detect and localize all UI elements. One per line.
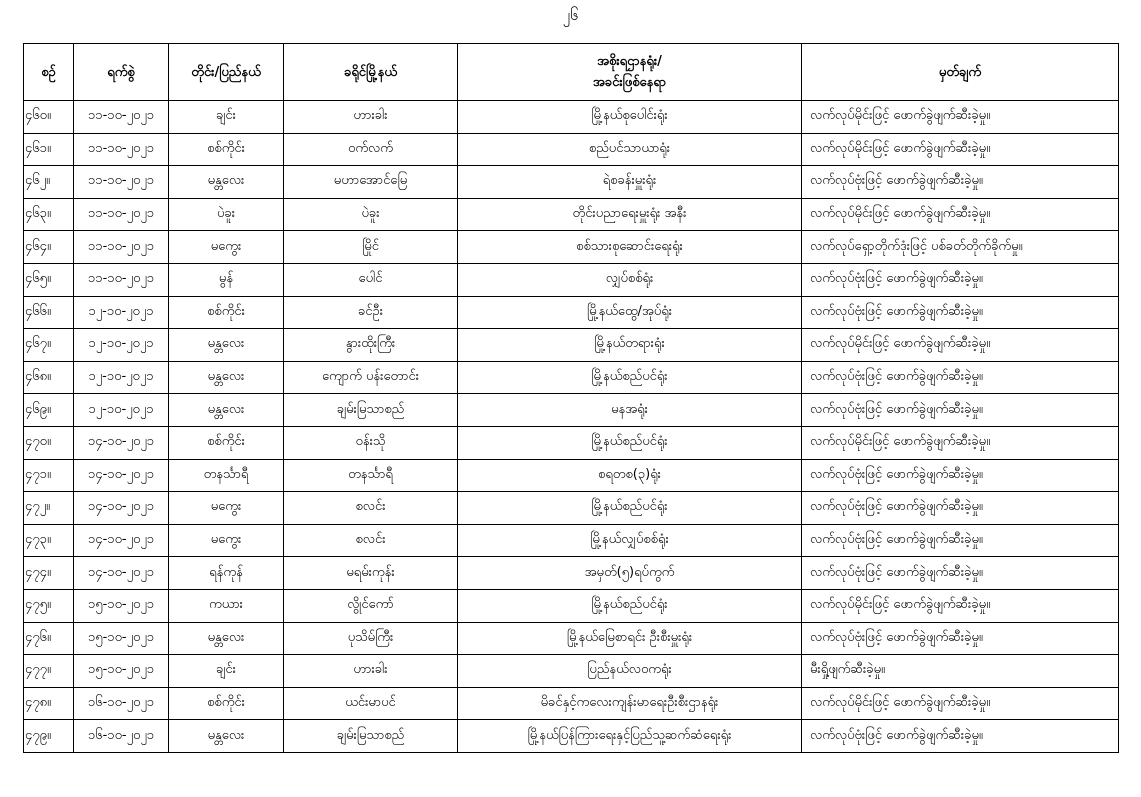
cell-region: စစ်ကိုင်း <box>169 296 284 329</box>
cell-office: မြို့နယ်စည်ပင်ရုံး <box>458 426 802 459</box>
table-row <box>24 557 1119 590</box>
table-row <box>24 198 1119 231</box>
cell-office: မြို့နယ်စည်ပင်ရုံး <box>458 361 802 394</box>
cell-date: ၁၅-၁၀-၂၀၂၁ <box>74 622 169 655</box>
table-row <box>24 426 1119 459</box>
cell-district: နွားထိုးကြီး <box>284 329 458 362</box>
table-row <box>24 133 1119 166</box>
cell-region: မန္တလေး <box>169 166 284 199</box>
cell-region: မွန် <box>169 263 284 296</box>
table-row <box>24 231 1119 264</box>
cell-no: ၄၇၀။ <box>24 426 74 459</box>
cell-date: ၁၄-၁၀-၂၀၂၁ <box>74 524 169 557</box>
cell-date: ၁၁-၁၀-၂၀၂၁ <box>74 263 169 296</box>
cell-district: ချမ်းမြသာစည် <box>284 394 458 427</box>
header-office <box>458 44 802 101</box>
cell-region: စစ်ကိုင်း <box>169 133 284 166</box>
table-row <box>24 492 1119 525</box>
cell-district: ချမ်းမြသာစည် <box>284 720 458 753</box>
header-office-line2: အခင်းဖြစ်နေရာ <box>592 75 667 90</box>
cell-date: ၁၄-၁၀-၂၀၂၁ <box>74 426 169 459</box>
cell-region: ရန်ကုန် <box>169 557 284 590</box>
table-row <box>24 459 1119 492</box>
cell-date: ၁၄-၁၀-၂၀၂၁ <box>74 459 169 492</box>
cell-date: ၁၁-၁၀-၂၀၂၁ <box>74 198 169 231</box>
cell-date: ၁၁-၁၀-၂၀၂၁ <box>74 231 169 264</box>
cell-remark: လက်လုပ်ဗုံးဖြင့် ဖောက်ခွဲဖျက်ဆီးခဲ့မှု။ <box>802 296 1119 329</box>
cell-remark: လက်လုပ်ဗုံးဖြင့် ဖောက်ခွဲဖျက်ဆီးခဲ့မှု။ <box>802 557 1119 590</box>
cell-no: ၄၇၄။ <box>24 557 74 590</box>
cell-no: ၄၇၃။ <box>24 524 74 557</box>
cell-date: ၁၂-၁၀-၂၀၂၁ <box>74 361 169 394</box>
header-remark: မှတ်ချက် <box>802 44 1119 101</box>
cell-remark: လက်လုပ်မိုင်းဖြင့် ဖောက်ခွဲဖျက်ဆီးခဲ့မှု။ <box>802 426 1119 459</box>
cell-district: ပဲခူး <box>284 198 458 231</box>
cell-no: ၄၆၉။ <box>24 394 74 427</box>
cell-date: ၁၁-၁၀-၂၀၂၁ <box>74 101 169 134</box>
cell-remark: မီးရှို့ဖျက်ဆီးခဲ့မှု။ <box>802 655 1119 688</box>
cell-remark: လက်လုပ်ဗုံးဖြင့် ဖောက်ခွဲဖျက်ဆီးခဲ့မှု။ <box>802 622 1119 655</box>
cell-district: ပုသိမ်ကြီး <box>284 622 458 655</box>
table-header-row <box>24 44 1119 101</box>
cell-remark: လက်လုပ်မိုင်းဖြင့် ဖောက်ခွဲဖျက်ဆီးခဲ့မှု။ <box>802 198 1119 231</box>
cell-date: ၁၁-၁၀-၂၀၂၁ <box>74 166 169 199</box>
table-row <box>24 655 1119 688</box>
cell-date: ၁၂-၁၀-၂၀၂၁ <box>74 394 169 427</box>
cell-district: လွိုင်ကော် <box>284 589 458 622</box>
cell-region: တနင်္သာရီ <box>169 459 284 492</box>
cell-region: မန္တလေး <box>169 622 284 655</box>
cell-office: မြို့နယ်ပြန်ကြားရေးနှင့်ပြည်သူ့ဆက်ဆံရေးရုံး <box>458 720 802 753</box>
cell-remark: လက်လုပ်ဗုံးဖြင့် ဖောက်ခွဲဖျက်ဆီးခဲ့မှု။ <box>802 524 1119 557</box>
table-row <box>24 524 1119 557</box>
cell-region: မန္တလေး <box>169 361 284 394</box>
cell-no: ၄၆၇။ <box>24 329 74 362</box>
header-date: ရက်စွဲ <box>74 44 169 101</box>
cell-date: ၁၅-၁၀-၂၀၂၁ <box>74 589 169 622</box>
cell-no: ၄၇၉။ <box>24 720 74 753</box>
cell-district: တနင်္သာရီ <box>284 459 458 492</box>
cell-region: ချင်း <box>169 655 284 688</box>
table-row <box>24 296 1119 329</box>
cell-no: ၄၇၈။ <box>24 687 74 720</box>
cell-date: ၁၄-၁၀-၂၀၂၁ <box>74 557 169 590</box>
cell-district: မြိုင် <box>284 231 458 264</box>
cell-date: ၁၅-၁၀-၂၀၂၁ <box>74 655 169 688</box>
cell-office: မိခင်နှင့်ကလေးကျန်းမာရေးဦးစီးဌာနရုံး <box>458 687 802 720</box>
cell-region: စစ်ကိုင်း <box>169 426 284 459</box>
cell-remark: လက်လုပ်မိုင်းဖြင့် ဖောက်ခွဲဖျက်ဆီးခဲ့မှု။ <box>802 101 1119 134</box>
cell-date: ၁၁-၁၀-၂၀၂၁ <box>74 133 169 166</box>
cell-district: ခင်ဦး <box>284 296 458 329</box>
cell-district: မရမ်းကုန်း <box>284 557 458 590</box>
cell-no: ၄၆၀။ <box>24 101 74 134</box>
cell-region: မကွေး <box>169 524 284 557</box>
cell-no: ၄၇၆။ <box>24 622 74 655</box>
cell-region: စစ်ကိုင်း <box>169 687 284 720</box>
cell-office: မြို့နယ်တရားရုံး <box>458 329 802 362</box>
header-office-line1: အစိုးရဌာနရုံး/ <box>597 54 662 69</box>
cell-district: စလင်း <box>284 524 458 557</box>
cell-remark: လက်လုပ်မိုင်းဖြင့် ဖောက်ခွဲဖျက်ဆီးခဲ့မှု။ <box>802 133 1119 166</box>
cell-region: မန္တလေး <box>169 720 284 753</box>
table-row <box>24 101 1119 134</box>
table-row <box>24 329 1119 362</box>
page-number: ၂၆ <box>562 6 579 24</box>
table-body <box>24 101 1119 753</box>
cell-region: မကွေး <box>169 492 284 525</box>
cell-date: ၁၂-၁၀-၂၀၂၁ <box>74 329 169 362</box>
cell-no: ၄၆၂။ <box>24 166 74 199</box>
cell-office: ရဲစခန်းမှူးရုံး <box>458 166 802 199</box>
cell-no: ၄၇၅။ <box>24 589 74 622</box>
cell-date: ၁၄-၁၀-၂၀၂၁ <box>74 492 169 525</box>
header-no: စဉ် <box>24 44 74 101</box>
cell-office: မြို့နယ်စည်ပင်ရုံး <box>458 589 802 622</box>
cell-district: ပေါင် <box>284 263 458 296</box>
cell-date: ၁၂-၁၀-၂၀၂၁ <box>74 296 169 329</box>
cell-remark: လက်လုပ်မိုင်းဖြင့် ဖောက်ခွဲဖျက်ဆီးခဲ့မှု။ <box>802 687 1119 720</box>
cell-office: စရတစ(၃)ရုံး <box>458 459 802 492</box>
cell-date: ၁၆-၁၀-၂၀၂၁ <box>74 687 169 720</box>
cell-remark: လက်လုပ်ဗုံးဖြင့် ဖောက်ခွဲဖျက်ဆီးခဲ့မှု။ <box>802 492 1119 525</box>
cell-office: စည်ပင်သာယာရုံး <box>458 133 802 166</box>
cell-region: ကယား <box>169 589 284 622</box>
cell-no: ၄၇၇။ <box>24 655 74 688</box>
table-row <box>24 361 1119 394</box>
cell-remark: လက်လုပ်မိုင်းဖြင့် ဖောက်ခွဲဖျက်ဆီးခဲ့မှု။ <box>802 589 1119 622</box>
table-row <box>24 622 1119 655</box>
cell-district: ဟားခါး <box>284 655 458 688</box>
table-row <box>24 263 1119 296</box>
cell-no: ၄၇၂။ <box>24 492 74 525</box>
cell-region: ပဲခူး <box>169 198 284 231</box>
cell-district: မဟာအောင်မြေ <box>284 166 458 199</box>
cell-office: မြို့နယ်ထွေ/အုပ်ရုံး <box>458 296 802 329</box>
cell-district: စလင်း <box>284 492 458 525</box>
cell-district: ဟားခါး <box>284 101 458 134</box>
cell-office: စစ်သားစုဆောင်းရေးရုံး <box>458 231 802 264</box>
cell-date: ၁၆-၁၀-၂၀၂၁ <box>74 720 169 753</box>
cell-office: မြို့နယ်စည်ပင်ရုံး <box>458 492 802 525</box>
cell-remark: လက်လုပ်မိုင်းဖြင့် ဖောက်ခွဲဖျက်ဆီးခဲ့မှု။ <box>802 329 1119 362</box>
header-district: ခရိုင်မြို့နယ် <box>284 44 458 101</box>
table-row <box>24 394 1119 427</box>
cell-no: ၄၆၃။ <box>24 198 74 231</box>
cell-office: မြို့နယ်စုပေါင်းရုံး <box>458 101 802 134</box>
cell-no: ၄၇၁။ <box>24 459 74 492</box>
cell-office: မြို့နယ်မြေစာရင်း ဦးစီးမှူးရုံး <box>458 622 802 655</box>
cell-remark: လက်လုပ်ဗုံးဖြင့် ဖောက်ခွဲဖျက်ဆီးခဲ့မှု။ <box>802 166 1119 199</box>
cell-region: မန္တလေး <box>169 394 284 427</box>
cell-remark: လက်လုပ်ဗုံးဖြင့် ဖောက်ခွဲဖျက်ဆီးခဲ့မှု။ <box>802 720 1119 753</box>
cell-district: ကျောက် ပန်းတောင်း <box>284 361 458 394</box>
header-region: တိုင်း/ပြည်နယ် <box>169 44 284 101</box>
cell-remark: လက်လုပ်ဗုံးဖြင့် ဖောက်ခွဲဖျက်ဆီးခဲ့မှု။ <box>802 361 1119 394</box>
cell-no: ၄၆၁။ <box>24 133 74 166</box>
cell-region: မကွေး <box>169 231 284 264</box>
cell-no: ၄၆၈။ <box>24 361 74 394</box>
cell-region: မန္တလေး <box>169 329 284 362</box>
cell-remark: လက်လုပ်ဗုံးဖြင့် ဖောက်ခွဲဖျက်ဆီးခဲ့မှု။ <box>802 459 1119 492</box>
cell-office: အမှတ်(၅)ရပ်ကွက် <box>458 557 802 590</box>
cell-remark: လက်လုပ်ဗုံးဖြင့် ဖောက်ခွဲဖျက်ဆီးခဲ့မှု။ <box>802 394 1119 427</box>
cell-remark: လက်လုပ်ဗုံးဖြင့် ဖောက်ခွဲဖျက်ဆီးခဲ့မှု။ <box>802 263 1119 296</box>
cell-district: ဝန်းသို <box>284 426 458 459</box>
cell-no: ၄၆၄။ <box>24 231 74 264</box>
cell-office: တိုင်းပညာရေးမှူးရုံး အနီး <box>458 198 802 231</box>
cell-office: မြို့နယ်လျှပ်စစ်ရုံး <box>458 524 802 557</box>
table-row <box>24 589 1119 622</box>
cell-office: မနအရုံး <box>458 394 802 427</box>
cell-no: ၄၆၆။ <box>24 296 74 329</box>
cell-district: ဝက်လက် <box>284 133 458 166</box>
cell-district: ယင်းမာပင် <box>284 687 458 720</box>
cell-office: ပြည်နယ်လဝကရုံး <box>458 655 802 688</box>
incident-table <box>23 43 1119 753</box>
table-row <box>24 687 1119 720</box>
table-row <box>24 166 1119 199</box>
cell-remark: လက်လုပ်ရှော့တိုက်ဒုံးဖြင့် ပစ်ခတ်တိုက်ခိုက်မှု။ <box>802 231 1119 264</box>
cell-office: လျှပ်စစ်ရုံး <box>458 263 802 296</box>
table-row <box>24 720 1119 753</box>
cell-no: ၄၆၅။ <box>24 263 74 296</box>
cell-region: ချင်း <box>169 101 284 134</box>
